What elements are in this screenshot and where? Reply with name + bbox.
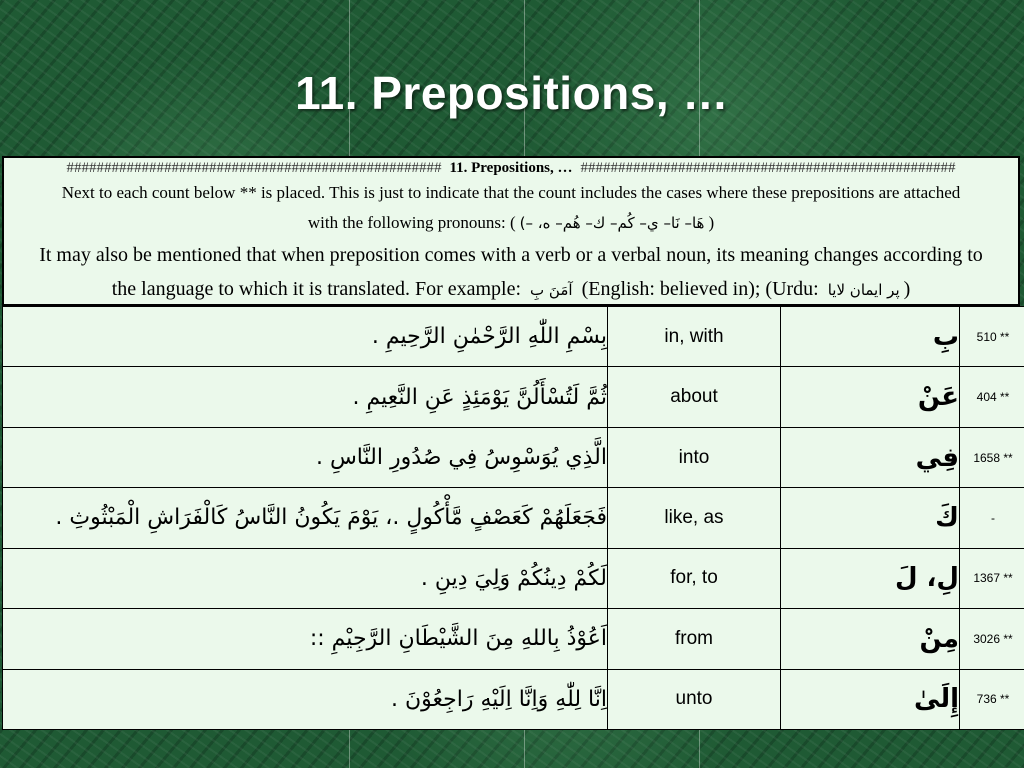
preposition-cell (781, 669, 960, 729)
preposition-cell (781, 488, 960, 548)
count-cell: 1658 ** (960, 427, 1024, 487)
meaning-cell: in, with (608, 307, 781, 367)
verse-cell (3, 488, 608, 548)
example-arabic: آمَنَ بِ (530, 281, 573, 299)
hash-divider-left: ################################################## (66, 160, 442, 176)
table-row (3, 427, 1024, 487)
pronouns-arabic: هَا– نَا– ي– كُم– ك– هُم– ه، –) (519, 214, 705, 232)
preposition-cell (781, 307, 960, 367)
example-middle: (English: believed in); (Urdu: (581, 278, 819, 300)
table-row (3, 307, 1024, 367)
preposition-cell (781, 609, 960, 669)
table-row (3, 367, 1024, 427)
preposition-text: فِي (915, 442, 959, 473)
table-row (3, 488, 1024, 548)
verse-text: ثُمَّ لَتُسْأَلُنَّ يَوْمَئِذٍ عَنِ النَّعِيمِ . (352, 384, 607, 410)
verse-cell (3, 367, 608, 427)
meaning-cell: for, to (608, 548, 781, 608)
verse-cell (3, 669, 608, 729)
hash-divider-right: ################################################## (580, 160, 956, 176)
note-line-4 (4, 272, 1018, 307)
verse-text: اَعُوْذُ بِاللهِ مِنَ الشَّيْطَانِ الرَّجِيْمِ :: (309, 626, 607, 652)
verse-text: بِسْمِ اللّٰهِ الرَّحْمٰنِ الرَّحِيمِ . (371, 324, 607, 350)
pronouns-prefix: with the following pronouns: ( (307, 213, 516, 232)
preposition-cell (781, 427, 960, 487)
slide-title: 11. Prepositions, … (295, 67, 729, 119)
note-heading (4, 158, 1018, 178)
preposition-text: كَ (935, 502, 959, 533)
pronouns-suffix: ) (708, 213, 715, 232)
meaning-cell: from (608, 609, 781, 669)
verse-cell (3, 548, 608, 608)
verse-text: الَّذِي يُوَسْوِسُ فِي صُدُورِ النَّاسِ . (315, 445, 607, 471)
verse-text: اِنَّا لِلّٰهِ وَاِنَّا اِلَيْهِ رَاجِعُوْنَ . (391, 686, 607, 712)
meaning-cell: into (608, 427, 781, 487)
table-row (3, 548, 1024, 608)
count-cell: 1367 ** (960, 548, 1024, 608)
count-cell: 404 ** (960, 367, 1024, 427)
table-row (3, 609, 1024, 669)
explanation-box (2, 156, 1020, 306)
note-line-1: Next to each count below ** is placed. This is just to indicate that the count includes the cases where these prepositions are attached (61, 183, 961, 202)
note-line-3: It may also be mentioned that when preposition comes with a verb or a verbal noun, its meaning changes according to (39, 244, 983, 266)
prepositions-table (2, 306, 1024, 730)
verse-text: فَجَعَلَهُمْ كَعَصْفٍ مَّأْكُولٍ .، يَوْمَ يَكُونُ النَّاسُ كَالْفَرَاشِ الْمَبْثُوثِ . (55, 505, 607, 531)
verse-cell (3, 427, 608, 487)
count-cell: 510 ** (960, 307, 1024, 367)
preposition-text: إِلَىٰ (914, 684, 959, 715)
note-line-2 (4, 208, 1018, 238)
verse-cell (3, 307, 608, 367)
count-cell: 736 ** (960, 669, 1024, 729)
table-row (3, 669, 1024, 729)
verse-cell (3, 609, 608, 669)
count-cell: 3026 ** (960, 609, 1024, 669)
note-heading-text: 11. Prepositions, … (449, 160, 573, 176)
meaning-cell: about (608, 367, 781, 427)
verse-text: لَكُمْ دِينُكُمْ وَلِيَ دِينِ . (420, 565, 607, 591)
example-urdu: پر ایمان لایا (827, 281, 900, 299)
count-cell: - (960, 488, 1024, 548)
preposition-text: مِنْ (919, 623, 959, 654)
preposition-text: بِ (932, 321, 959, 352)
preposition-text: عَنْ (917, 382, 959, 413)
example-suffix: ) (903, 278, 911, 300)
preposition-cell (781, 548, 960, 608)
example-prefix: the language to which it is translated. For example: (111, 278, 522, 300)
preposition-cell (781, 367, 960, 427)
meaning-cell: like, as (608, 488, 781, 548)
meaning-cell: unto (608, 669, 781, 729)
preposition-text: لِ، لَ (894, 563, 959, 594)
